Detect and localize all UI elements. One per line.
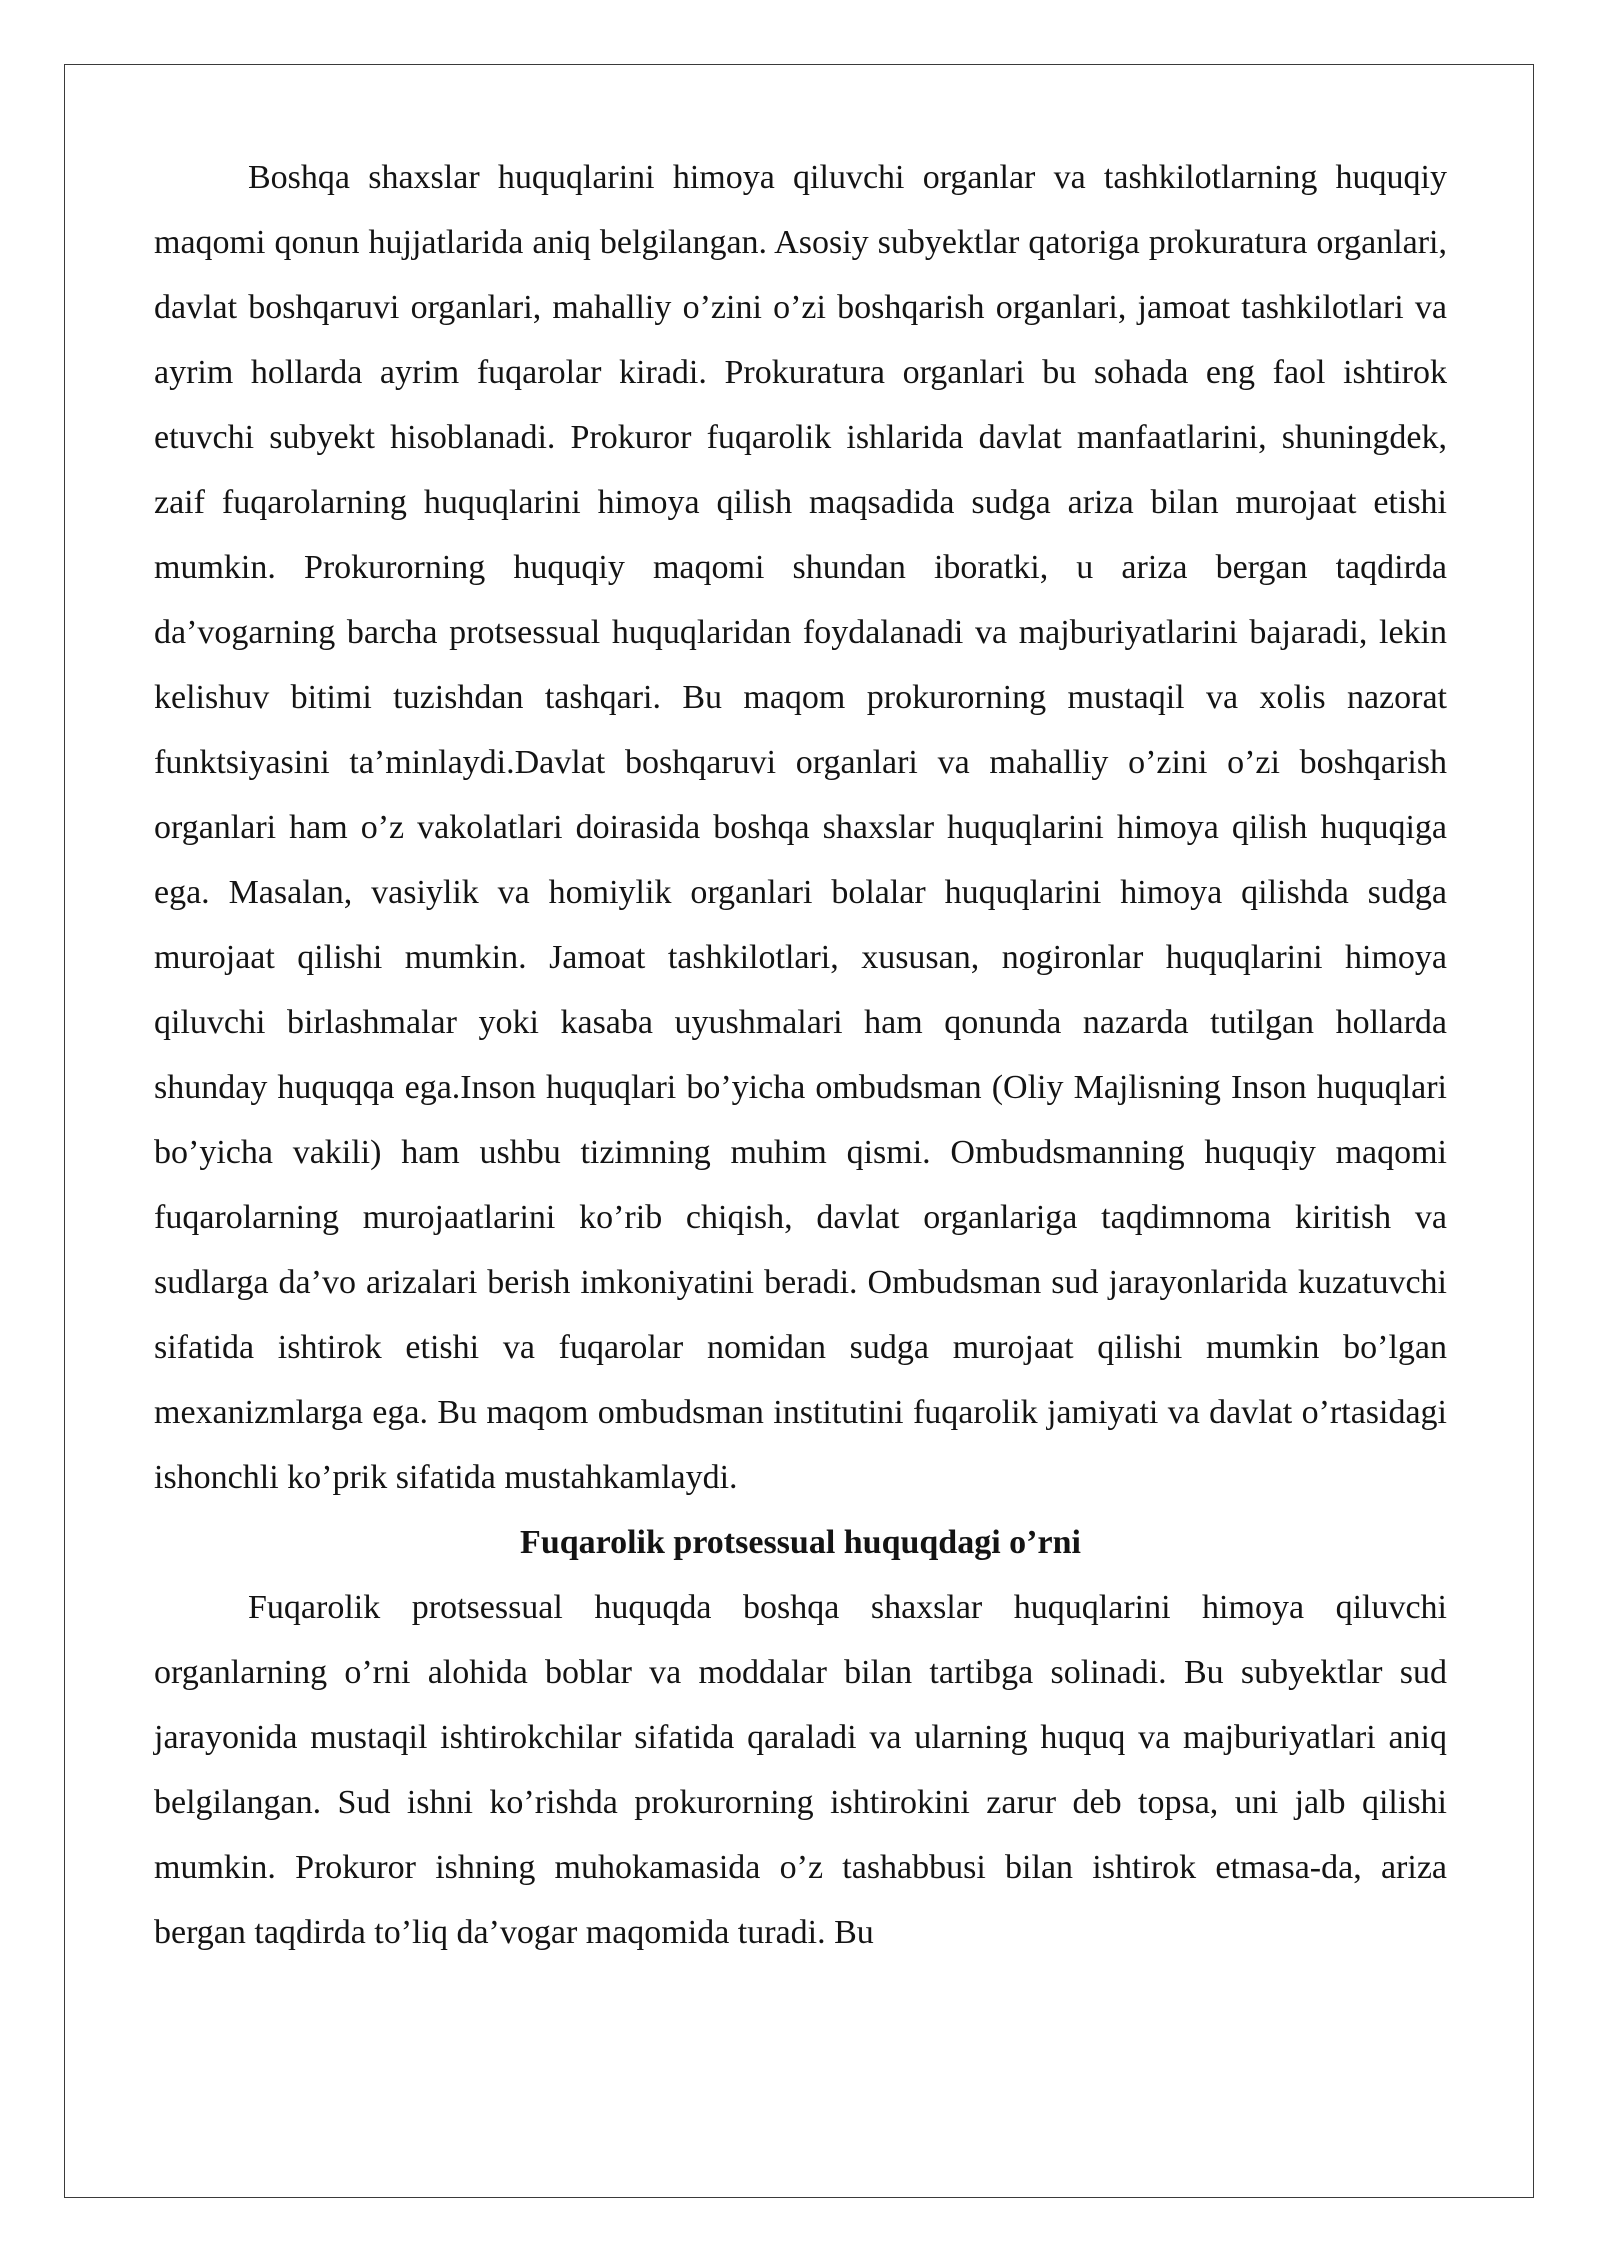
document-body — [154, 145, 1447, 1965]
section-heading: Fuqarolik protsessual huquqdagi o’rni — [520, 1524, 1081, 1561]
body-paragraph: Boshqa shaxslar huquqlarini himoya qiluvchi organlar va tashkilotlarning huquqiy maqomi qonun hujjatlarida aniq belgilangan. Asosiy subyektlar qatoriga prokuratura organlari, davlat boshqaruvi organlari, mahalliy o’zini o’zi boshqarish organlari, jamoat tashkilotlari va ayrim hollarda ayrim fuqarolar kiradi. Prokuratura organlari bu sohada eng faol ishtirok etuvchi subyekt hisoblanadi. Prokuror fuqarolik ishlarida davlat manfaatlarini, shuningdek, zaif fuqarolarning huquqlarini himoya qilish maqsadida sudga ariza bilan murojaat etishi mumkin. Prokurorning huquqiy maqomi shundan iboratki, u ariza bergan taqdirda da’vogarning barcha protsessual huquqlaridan foydalanadi va majburiyatlarini bajaradi, lekin kelishuv bitimi tuzishdan tashqari. Bu maqom prokurorning mustaqil va xolis nazorat funktsiyasini ta’minlaydi.Davlat boshqaruvi organlari va mahalliy o’zini o’zi boshqarish organlari ham o’z vakolatlari doirasida boshqa shaxslar huquqlarini himoya qilish huquqiga ega. Masalan, vasiylik va homiylik organlari bolalar huquqlarini himoya qilishda sudga murojaat qilishi mumkin. Jamoat tashkilotlari, xususan, nogironlar huquqlarini himoya qiluvchi birlashmalar yoki kasaba uyushmalari ham qonunda nazarda tutilgan hollarda shunday huquqqa ega.Inson huquqlari bo’yicha ombudsman (Oliy Majlisning Inson huquqlari bo’yicha vakili) ham ushbu tizimning muhim qismi. Ombudsmanning huquqiy maqomi fuqarolarning murojaatlarini ko’rib chiqish, davlat organlariga taqdimnoma kiritish va sudlarga da’vo arizalari berish imkoniyatini beradi. Ombudsman sud jarayonlarida kuzatuvchi sifatida ishtirok etishi va fuqarolar nomidan sudga murojaat qilishi mumkin bo’lgan mexanizmlarga ega. Bu maqom ombudsman institutini fuqarolik jamiyati va davlat o’rtasidagi ishonchli ko’prik sifatida mustahkamlaydi. — [154, 159, 1447, 1496]
body-paragraph: Fuqarolik protsessual huquqda boshqa shaxslar huquqlarini himoya qiluvchi organlarning o’rni alohida boblar va moddalar bilan tartibga solinadi. Bu subyektlar sud jarayonida mustaqil ishtirokchilar sifatida qaraladi va ularning huquq va majburiyatlari aniq belgilangan. Sud ishni ko’rishda prokurorning ishtirokini zarur deb topsa, uni jalb qilishi mumkin. Prokuror ishning muhokamasida o’z tashabbusi bilan ishtirok etmasa-da, ariza bergan taqdirda to’liq da’vogar maqomida turadi. Bu — [154, 1589, 1447, 1951]
